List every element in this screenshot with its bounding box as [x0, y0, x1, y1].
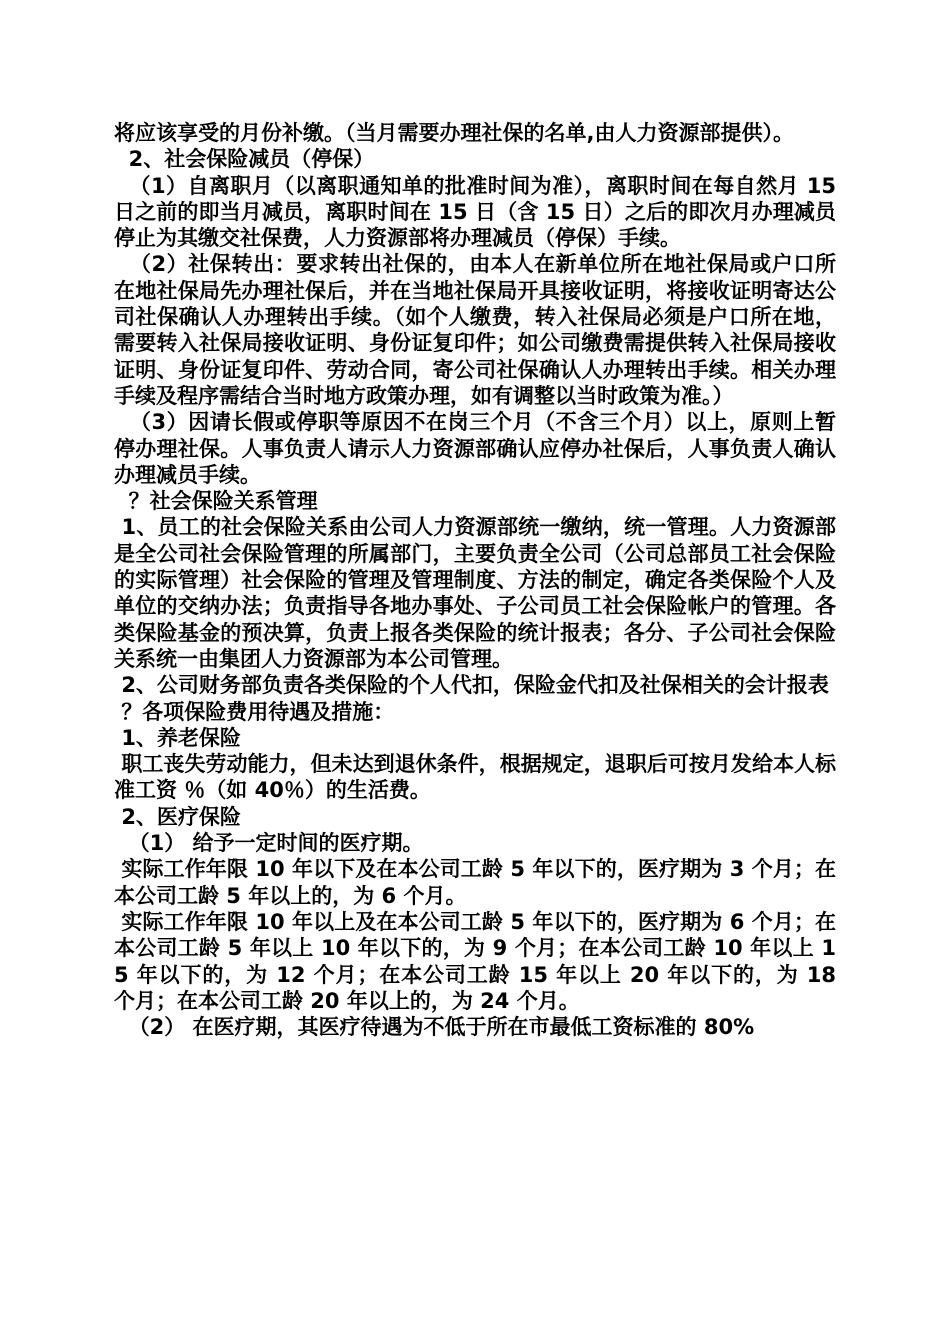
heading-medical-insurance: 2、医疗保险: [114, 804, 241, 829]
heading-insurance-reduction: 2、社会保险减员（停保）: [114, 147, 375, 172]
paragraph-makeup-payment: 将应该享受的月份补缴。（当月需要办理社保的名单,由人力资源部提供）。: [114, 121, 794, 145]
document-page: [114, 120, 844, 1040]
paragraph-pension-details: 职工丧失劳动能力，但未达到退休条件，根据规定，退职后可按月发给本人标准工资 ％（如 40％）的生活费。: [114, 752, 837, 803]
paragraph-resignation-reduction: （1）自离职月（以离职通知单的批准时间为准），离职时间在每自然月 15 日之前的即当月减员，离职时间在 15 日（含 15 日）之后的即次月办理减员停止为其缴交社保费，人力资源部将办理减员（停保）手续。: [114, 173, 844, 251]
paragraph-insurance-transfer: （2）社保转出：要求转出社保的，由本人在新单位所在地社保局或户口所在地社保局先办理社保后，并在当地社保局开具接收证明，将接收证明寄达公司社保确认人办理转出手续。（如个人缴费，转入社保局必须是户口所在地，需要转入社保局接收证明、身份证复印件；如公司缴费需提供转入社保局接收证明、身份证复印件、劳动合同，寄公司社保确认人办理转出手续。相关办理手续及程序需结合当时地方政策办理，如有调整以当时政策为准。）: [114, 252, 836, 408]
paragraph-hr-management: 1、员工的社会保险关系由公司人力资源部统一缴纳，统一管理。人力资源部是全公司社会保险管理的所属部门，主要负责全公司（公司总部员工社会保险的实际管理）社会保险的管理及管理制度、方法的制定，确定各类保险个人及单位的交纳办法；负责指导各地办事处、子公司员工社会保险帐户的管理。各类保险基金的预决算，负责上报各类保险的统计报表；各分、子公司社会保险关系统一由集团人力资源部为本公司管理。: [114, 515, 837, 671]
heading-pension-insurance: 1、养老保险: [114, 725, 241, 750]
heading-relationship-management: ？社会保险关系管理: [114, 489, 318, 514]
paragraph-medical-period: （1） 给予一定时间的医疗期。: [114, 831, 424, 856]
paragraph-long-leave: （3）因请长假或停职等原因不在岗三个月（不含三个月）以上，原则上暂停办理社保。人事负责人请示人力资源部确认应停办社保后，人事负责人确认办理减员手续。: [114, 410, 836, 487]
paragraph-medical-over-10-years: 实际工作年限 10 年以上及在本公司工龄 5 年以下的，医疗期为 6 个月；在本公司工龄 5 年以上 10 年以下的，为 9 个月；在本公司工龄 10 年以上 15 年以下的，为 12 个月；在本公司工龄 15 年以上 20 年以下的，为 18 个月；在本公司工龄 20 年以上的，为 24 个月。: [114, 909, 844, 1013]
paragraph-medical-treatment: （2） 在医疗期，其医疗待遇为不低于所在市最低工资标准的 80%: [114, 1015, 755, 1040]
paragraph-finance-department: 2、公司财务部负责各类保险的个人代扣，保险金代扣及社保相关的会计报表: [114, 673, 829, 698]
paragraph-medical-under-10-years: 实际工作年限 10 年以下及在本公司工龄 5 年以下的，医疗期为 3 个月；在本公司工龄 5 年以上的，为 6 个月。: [114, 857, 837, 908]
heading-benefits-measures: ？各项保险费用待遇及措施：: [114, 699, 395, 724]
